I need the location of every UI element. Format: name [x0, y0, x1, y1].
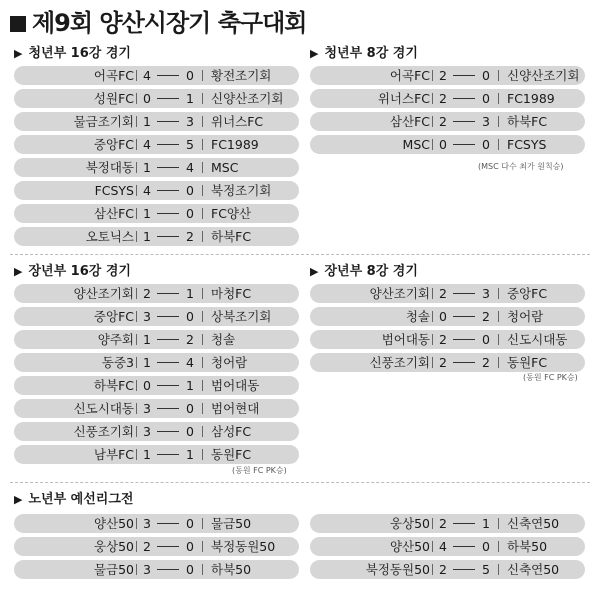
away-score: 4 [186, 160, 194, 175]
match-row [14, 227, 299, 246]
dash [157, 454, 179, 455]
home-score: 2 [439, 562, 447, 577]
separator [136, 93, 137, 104]
section-heading-text: 장년부 8강 경기 [324, 264, 418, 279]
home-team: 삼산FC [93, 206, 134, 221]
home-score: 2 [143, 539, 151, 554]
home-score: 4 [143, 183, 151, 198]
home-team: 양산조기회 [369, 286, 430, 301]
separator [136, 70, 137, 81]
away-team: 위너스FC [211, 114, 264, 129]
separator [432, 334, 433, 345]
away-team: 북정동원50 [211, 539, 276, 554]
separator [202, 185, 203, 196]
result-note: (MSC 다수 최가 원칙승) [478, 162, 564, 171]
dash [453, 362, 475, 363]
separator [136, 518, 137, 529]
home-score: 1 [143, 447, 151, 462]
dash [157, 167, 179, 168]
away-score: 0 [482, 539, 490, 554]
home-score: 2 [439, 355, 447, 370]
home-score: 2 [143, 286, 151, 301]
separator [498, 357, 499, 368]
away-team: 상북조기회 [211, 309, 272, 324]
away-team: 신도시대동 [507, 332, 568, 347]
separator [498, 288, 499, 299]
home-team: 위너스FC [377, 91, 430, 106]
dash [453, 569, 475, 570]
separator [136, 426, 137, 437]
home-team: 중앙FC [93, 137, 134, 152]
separator [498, 518, 499, 529]
away-score: 0 [186, 309, 194, 324]
away-score: 5 [186, 137, 194, 152]
separator [136, 231, 137, 242]
separator [498, 311, 499, 322]
dash [453, 293, 475, 294]
match-list-senior8 [310, 284, 585, 376]
match-row [14, 330, 299, 349]
separator [432, 139, 433, 150]
away-score: 1 [482, 516, 490, 531]
separator [202, 403, 203, 414]
home-score: 0 [143, 378, 151, 393]
separator [432, 93, 433, 104]
separator [498, 564, 499, 575]
match-list-senior16 [14, 284, 299, 468]
separator [498, 93, 499, 104]
away-team: 청어람 [211, 355, 248, 370]
away-team: FCSYS [507, 137, 547, 152]
separator [202, 426, 203, 437]
away-score: 0 [482, 332, 490, 347]
section-heading-text: 노년부 예선리그전 [28, 492, 134, 507]
dash [453, 339, 475, 340]
away-score: 3 [186, 114, 194, 129]
match-row [14, 135, 299, 154]
home-team: 어곡FC [93, 68, 134, 83]
dash [157, 339, 179, 340]
separator [432, 541, 433, 552]
separator [136, 380, 137, 391]
away-team: 범어현대 [211, 401, 260, 416]
dash [453, 98, 475, 99]
separator [136, 541, 137, 552]
match-row [14, 284, 299, 303]
dash [157, 190, 179, 191]
dash [157, 569, 179, 570]
dash [157, 316, 179, 317]
away-score: 5 [482, 562, 490, 577]
match-row [14, 307, 299, 326]
result-note: (동원 FC PK승) [523, 373, 578, 382]
home-team: 범어대동 [381, 332, 430, 347]
away-team: 하북FC [507, 114, 548, 129]
triangle-right-icon: ▶ [310, 47, 319, 60]
separator [136, 564, 137, 575]
triangle-right-icon: ▶ [310, 265, 319, 278]
away-team: 신양산조기회 [211, 91, 284, 106]
home-score: 3 [143, 424, 151, 439]
home-team: 북정대동 [85, 160, 134, 175]
away-team: 중앙FC [507, 286, 548, 301]
result-note: (동원 FC PK승) [232, 466, 287, 475]
match-row [14, 445, 299, 464]
match-list-elder-left [14, 514, 299, 583]
away-score: 4 [186, 355, 194, 370]
dash [453, 121, 475, 122]
separator [498, 116, 499, 127]
separator [202, 70, 203, 81]
home-score: 1 [143, 355, 151, 370]
home-team: MSC [402, 137, 430, 152]
section-heading-text: 장년부 16강 경기 [28, 264, 131, 279]
home-score: 0 [439, 137, 447, 152]
match-row [310, 284, 585, 303]
away-team: 황전조기회 [211, 68, 272, 83]
separator [136, 357, 137, 368]
separator [136, 208, 137, 219]
away-team: 하북FC [211, 229, 252, 244]
away-team: 청솔 [211, 332, 236, 347]
home-score: 1 [143, 114, 151, 129]
away-score: 2 [482, 355, 490, 370]
page-title [10, 6, 306, 40]
home-team: 신풍조기회 [369, 355, 430, 370]
dash [157, 98, 179, 99]
match-row [14, 537, 299, 556]
home-team: 청솔 [405, 309, 430, 324]
separator [202, 541, 203, 552]
separator [202, 288, 203, 299]
section-heading-text: 청년부 8강 경기 [324, 46, 418, 61]
dash [157, 121, 179, 122]
away-team: 동원FC [211, 447, 252, 462]
away-team: 북정조기회 [211, 183, 272, 198]
home-score: 4 [439, 539, 447, 554]
separator [136, 403, 137, 414]
dash [157, 144, 179, 145]
home-score: 2 [439, 516, 447, 531]
match-row [14, 399, 299, 418]
section-heading-youth8 [310, 44, 418, 64]
home-score: 1 [143, 332, 151, 347]
dash [157, 236, 179, 237]
home-team: 양산50 [93, 516, 134, 531]
dash [157, 431, 179, 432]
section-heading-senior16 [14, 262, 131, 282]
away-team: 동원FC [507, 355, 548, 370]
match-row [14, 204, 299, 223]
section-divider [10, 254, 590, 255]
away-score: 2 [186, 229, 194, 244]
match-list-elder-right [310, 514, 585, 583]
home-team: 물금50 [93, 562, 134, 577]
section-heading-youth16 [14, 44, 131, 64]
separator [202, 334, 203, 345]
match-row [14, 181, 299, 200]
away-score: 2 [186, 332, 194, 347]
away-score: 1 [186, 378, 194, 393]
separator [432, 357, 433, 368]
away-team: 하북50 [507, 539, 548, 554]
away-score: 0 [186, 424, 194, 439]
section-divider [10, 482, 590, 483]
section-heading-senior8 [310, 262, 418, 282]
separator [202, 231, 203, 242]
away-team: 신축연50 [507, 562, 560, 577]
home-score: 2 [439, 286, 447, 301]
dash [157, 293, 179, 294]
triangle-right-icon: ▶ [14, 265, 23, 278]
dash [453, 523, 475, 524]
match-row [14, 353, 299, 372]
away-score: 0 [482, 137, 490, 152]
home-score: 3 [143, 562, 151, 577]
triangle-right-icon: ▶ [14, 47, 23, 60]
away-score: 3 [482, 114, 490, 129]
separator [432, 311, 433, 322]
match-row [14, 422, 299, 441]
separator [202, 357, 203, 368]
home-score: 3 [143, 516, 151, 531]
away-team: 물금50 [211, 516, 252, 531]
title-text: 제9회 양산시장기 축구대회 [32, 9, 307, 37]
away-score: 1 [186, 286, 194, 301]
home-team: 삼산FC [389, 114, 430, 129]
away-team: 마청FC [211, 286, 252, 301]
separator [202, 518, 203, 529]
away-team: FC1989 [211, 137, 259, 152]
home-team: FCSYS [94, 183, 134, 198]
separator [136, 288, 137, 299]
away-team: FC양산 [211, 206, 252, 221]
dash [157, 385, 179, 386]
separator [498, 70, 499, 81]
home-team: 하북FC [93, 378, 134, 393]
dash [157, 408, 179, 409]
separator [202, 162, 203, 173]
black-square-icon [10, 16, 26, 32]
away-team: 범어대동 [211, 378, 260, 393]
away-team: 신축연50 [507, 516, 560, 531]
home-score: 0 [143, 91, 151, 106]
away-team: FC1989 [507, 91, 555, 106]
separator [432, 518, 433, 529]
home-score: 2 [439, 91, 447, 106]
away-score: 0 [186, 183, 194, 198]
match-row [310, 135, 585, 154]
match-row [310, 353, 585, 372]
home-team: 동중3 [101, 355, 134, 370]
separator [202, 93, 203, 104]
separator [432, 70, 433, 81]
separator [202, 311, 203, 322]
away-score: 0 [186, 401, 194, 416]
separator [202, 208, 203, 219]
separator [136, 185, 137, 196]
home-score: 2 [439, 332, 447, 347]
home-score: 4 [143, 137, 151, 152]
home-score: 1 [143, 160, 151, 175]
home-team: 물금조기회 [73, 114, 134, 129]
home-team: 양산조기회 [73, 286, 134, 301]
away-team: MSC [211, 160, 239, 175]
away-score: 0 [482, 68, 490, 83]
home-team: 중앙FC [93, 309, 134, 324]
away-score: 0 [186, 516, 194, 531]
dash [453, 144, 475, 145]
home-score: 3 [143, 309, 151, 324]
home-score: 2 [439, 114, 447, 129]
match-list-youth16 [14, 66, 299, 250]
match-list-youth8 [310, 66, 585, 158]
away-score: 0 [186, 206, 194, 221]
separator [202, 116, 203, 127]
match-row [14, 158, 299, 177]
away-score: 1 [186, 447, 194, 462]
home-team: 성원FC [93, 91, 134, 106]
home-score: 4 [143, 68, 151, 83]
home-team: 신풍조기회 [73, 424, 134, 439]
separator [136, 116, 137, 127]
match-row [310, 330, 585, 349]
match-row [14, 66, 299, 85]
separator [432, 288, 433, 299]
home-score: 0 [439, 309, 447, 324]
match-row [310, 537, 585, 556]
home-score: 2 [439, 68, 447, 83]
separator [498, 139, 499, 150]
home-team: 오토닉스 [85, 229, 134, 244]
dash [157, 213, 179, 214]
away-team: 청어람 [507, 309, 544, 324]
separator [432, 116, 433, 127]
home-team: 신도시대동 [73, 401, 134, 416]
separator [498, 334, 499, 345]
match-row [310, 560, 585, 579]
separator [498, 541, 499, 552]
match-row [310, 307, 585, 326]
dash [453, 75, 475, 76]
dash [157, 546, 179, 547]
home-team: 웅상50 [93, 539, 134, 554]
away-score: 1 [186, 91, 194, 106]
match-row [310, 514, 585, 533]
home-team: 양산50 [389, 539, 430, 554]
triangle-right-icon: ▶ [14, 493, 23, 506]
match-row [14, 112, 299, 131]
separator [202, 380, 203, 391]
section-heading-text: 청년부 16강 경기 [28, 46, 131, 61]
home-score: 1 [143, 229, 151, 244]
away-score: 2 [482, 309, 490, 324]
home-team: 북정동원50 [365, 562, 430, 577]
match-row [14, 560, 299, 579]
match-row [310, 112, 585, 131]
match-row [14, 89, 299, 108]
dash [453, 546, 475, 547]
dash [157, 523, 179, 524]
home-team: 어곡FC [389, 68, 430, 83]
home-team: 남부FC [93, 447, 134, 462]
away-team: 신양산조기회 [507, 68, 580, 83]
dash [157, 75, 179, 76]
away-score: 0 [482, 91, 490, 106]
separator [136, 162, 137, 173]
separator [136, 139, 137, 150]
separator [202, 139, 203, 150]
dash [157, 362, 179, 363]
home-team: 웅상50 [389, 516, 430, 531]
match-row [310, 66, 585, 85]
separator [202, 449, 203, 460]
away-score: 0 [186, 562, 194, 577]
away-score: 0 [186, 539, 194, 554]
dash [453, 316, 475, 317]
match-row [14, 376, 299, 395]
away-score: 3 [482, 286, 490, 301]
separator [136, 334, 137, 345]
away-team: 삼성FC [211, 424, 252, 439]
home-score: 1 [143, 206, 151, 221]
home-score: 3 [143, 401, 151, 416]
match-row [310, 89, 585, 108]
home-team: 양주회 [97, 332, 134, 347]
away-score: 0 [186, 68, 194, 83]
separator [202, 564, 203, 575]
match-row [14, 514, 299, 533]
separator [136, 311, 137, 322]
away-team: 하북50 [211, 562, 252, 577]
separator [432, 564, 433, 575]
separator [136, 449, 137, 460]
section-heading-elder [14, 490, 133, 510]
